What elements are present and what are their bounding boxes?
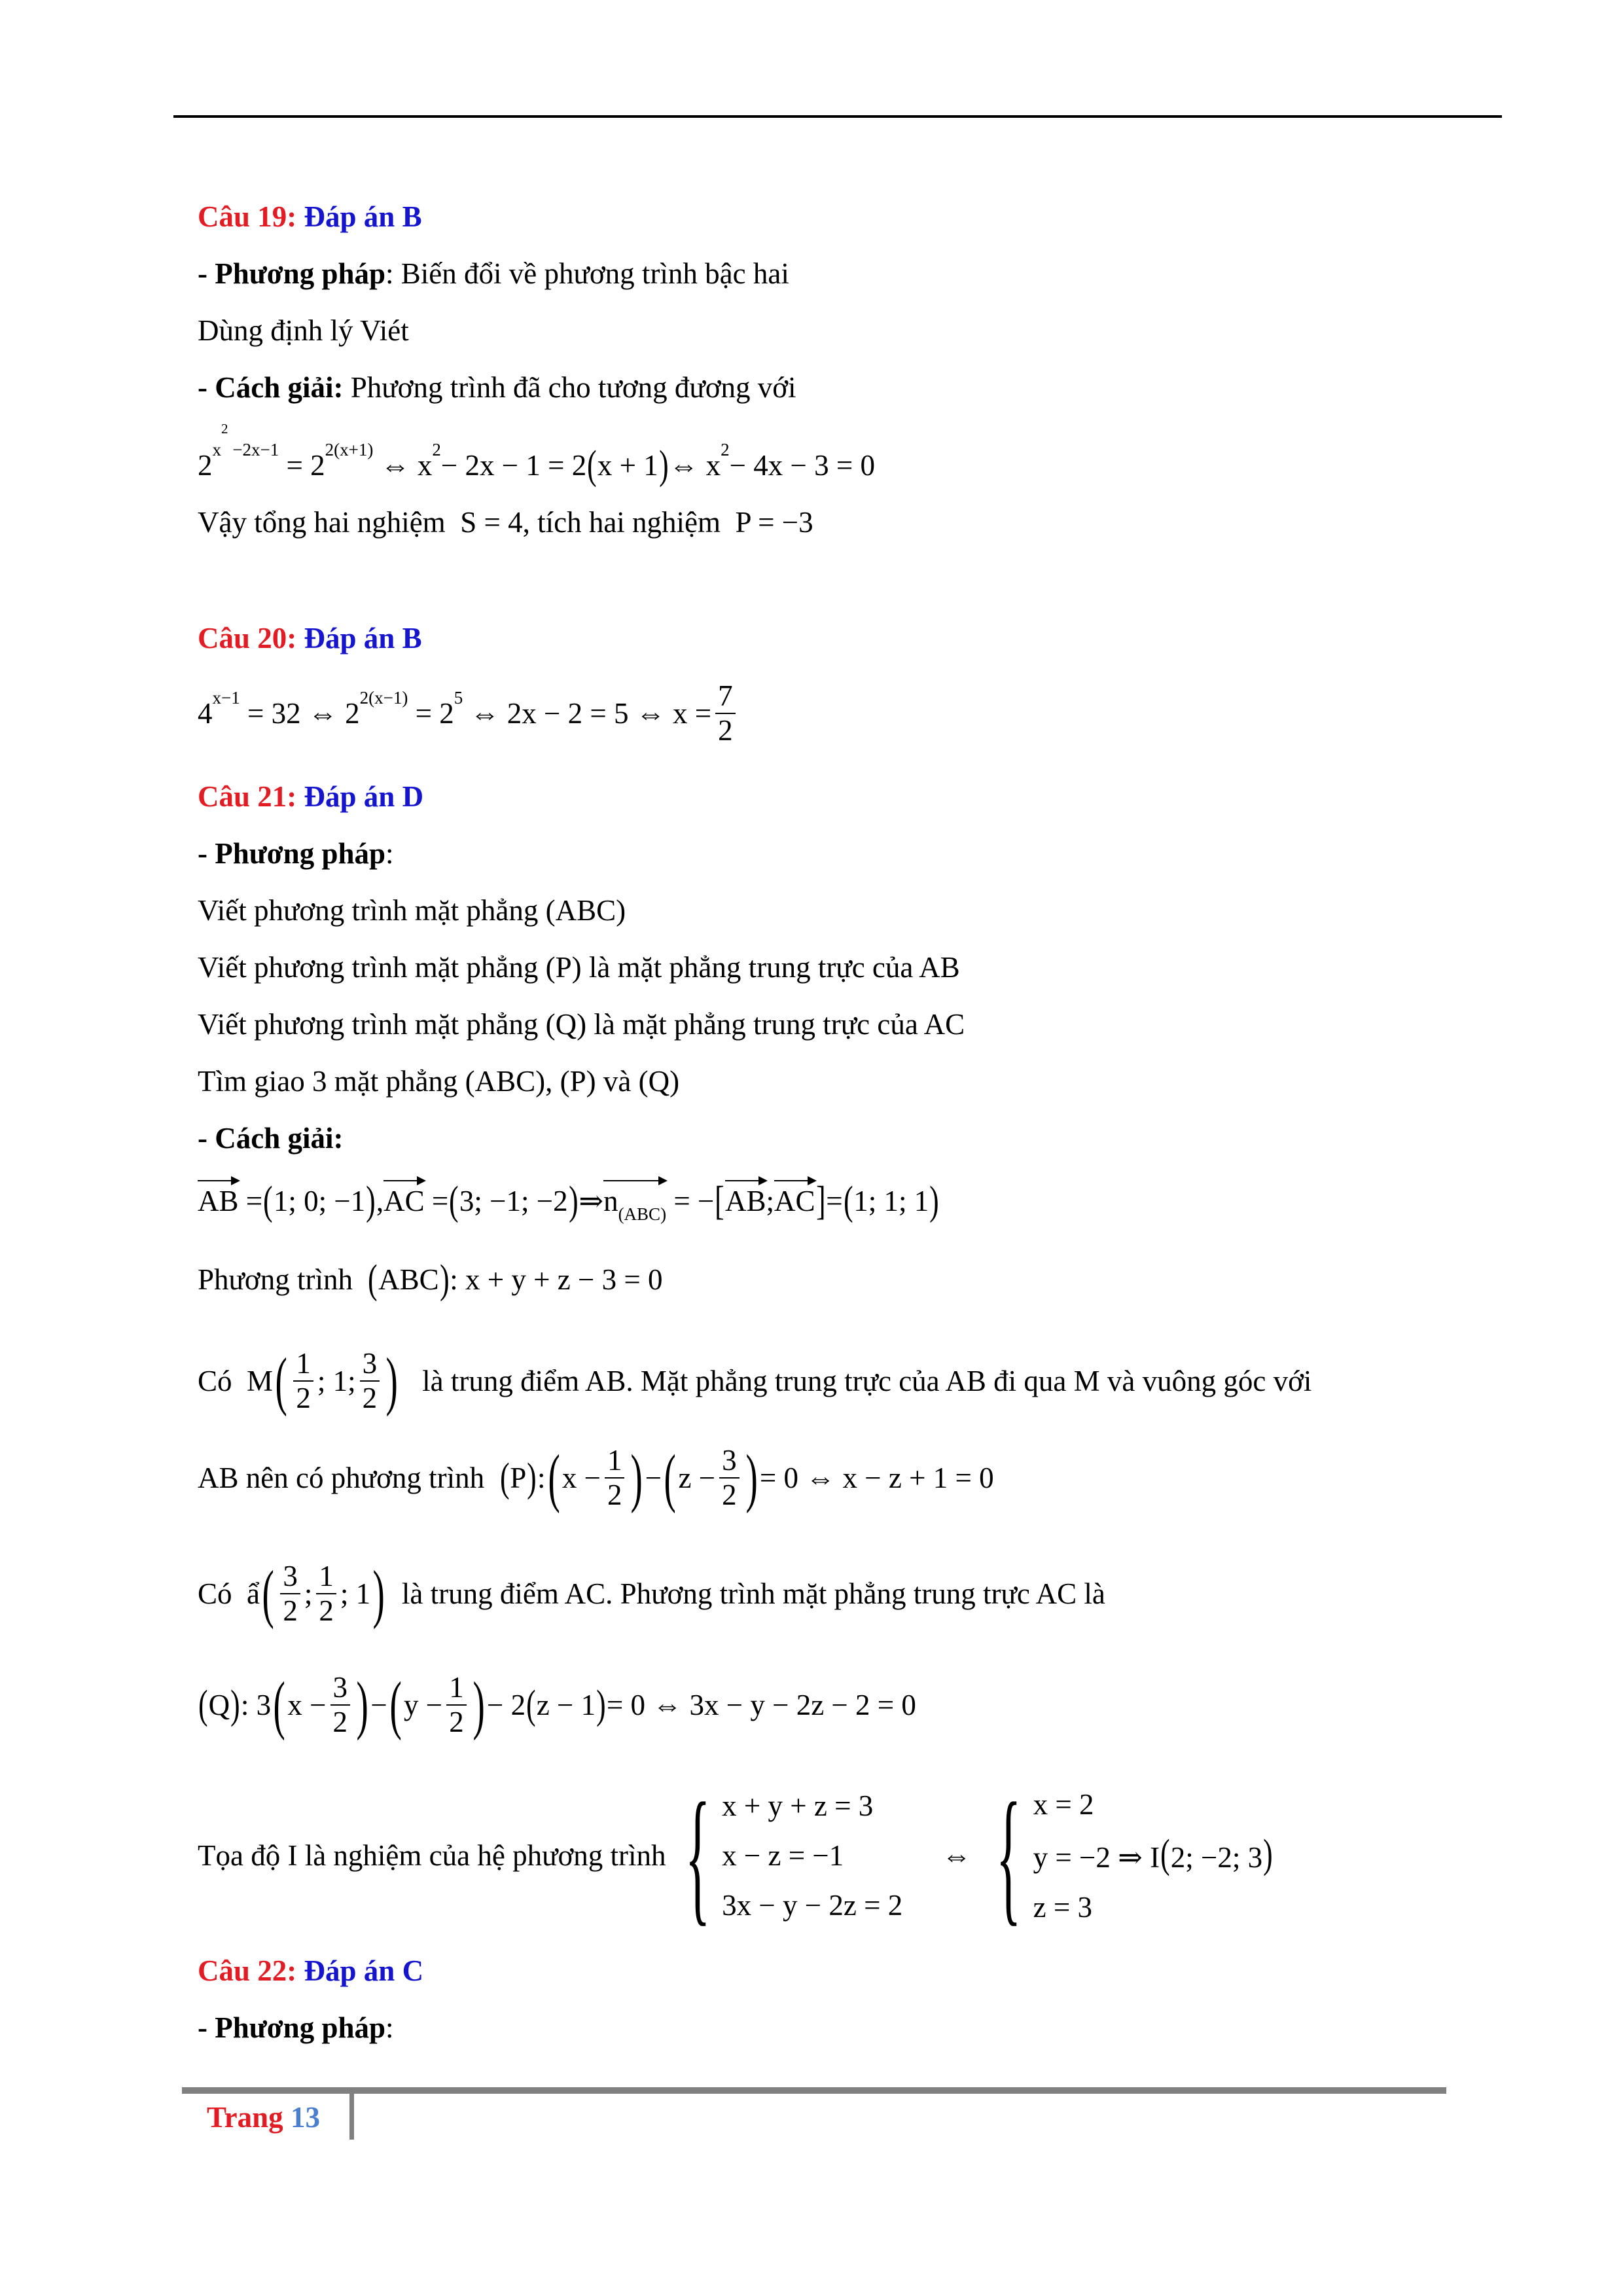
q21-plane-Q: ( Q ) : 3 ( x − $\frac{3}{2}$ ) − ( y − $\frac{1}{2}$ ) − 2 ( z − 1 ) = 0 ⇔ 3x − y − 2z − 2 = 0 xyxy=(198,1668,916,1741)
q22-method xyxy=(198,2013,394,2043)
q20-equation: 4 x−1 = 32 ⇔ 2 2(x−1) = 2 5 ⇔ 2x − 2 = 5 ⇔ x = $\frac{7}{2}$ xyxy=(198,674,740,753)
q21-system-prefix: Tọa độ I là nghiệm của hệ phương trình xyxy=(198,1839,666,1872)
q21-heading xyxy=(198,782,423,812)
q21-co-1: Có xyxy=(198,1364,232,1397)
q19-method-label: - Phương pháp xyxy=(198,257,386,290)
q19-equation: 2 $x^2 -2x-1$ = 2 2(x+1) ⇔ x 2 − 2x − 1 = 2 ( x + 1 ) ⇔ x 2 − 4x − 3 = 0 xyxy=(198,420,876,488)
q19-answer: Đáp án B xyxy=(304,200,422,233)
q19-heading xyxy=(198,202,422,232)
q19-result-P: P = −3 xyxy=(735,506,813,539)
footer-rule xyxy=(182,2087,1446,2094)
q21-label: Câu 21: xyxy=(198,780,297,813)
q22-method-colon: : xyxy=(385,2011,394,2044)
q22-answer: Đáp án C xyxy=(304,1954,424,1987)
q20-answer: Đáp án B xyxy=(304,622,422,655)
q19-solution-label: - Cách giải: xyxy=(198,371,344,404)
q21-step-2: Viết phương trình mặt phẳng (P) là mặt phẳng trung trực của AB xyxy=(198,951,960,984)
q21-midpoint-M: Có M ( $\frac{1}{2}$ ; 1; $\frac{3}{2}$ ) là trung điểm AB. Mặt phẳng trung trực của AB đi qua M và vuông góc với xyxy=(198,1344,1312,1417)
q21-plane-abc: Phương trình ( ABC ) : x + y + z − 3 = 0 xyxy=(198,1257,663,1302)
q21-midpoint-N: Có ẩ ( $\frac{3}{2}$ ; $\frac{1}{2}$ ; 1 ) là trung điểm AC. Phương trình mặt phẳng trung trực AC là xyxy=(198,1557,1105,1630)
q21-method-colon: : xyxy=(385,837,394,870)
q21-plane-eq: : x + y + z − 3 = 0 xyxy=(450,1263,663,1296)
q22-heading xyxy=(198,1956,423,1986)
q22-label: Câu 22: xyxy=(198,1954,297,1987)
q21-step-1: Viết phương trình mặt phẳng (ABC) xyxy=(198,894,626,927)
q21-answer: Đáp án D xyxy=(304,780,424,813)
q21-solution-label: - Cách giải: xyxy=(198,1122,344,1155)
q19-result-mid: , tích hai nghiệm xyxy=(522,506,721,539)
q21-method-label: - Phương pháp xyxy=(198,837,386,870)
footer-divider xyxy=(349,2094,354,2140)
q21-co-2: Có xyxy=(198,1577,232,1610)
q21-plane-prefix: Phương trình xyxy=(198,1263,353,1296)
q19-result xyxy=(198,508,813,537)
q21-N-text: là trung điểm AC. Phương trình mặt phẳng trung trực AC là xyxy=(401,1577,1105,1610)
q21-AB-text: AB nên có phương trình xyxy=(198,1461,485,1494)
page-word: Trang xyxy=(207,2101,283,2134)
q19-method-text: : Biến đổi về phương trình bậc hai xyxy=(385,257,789,290)
q21-N-symbol: ẩ xyxy=(247,1577,260,1610)
q21-method xyxy=(198,839,394,869)
q19-result-prefix: Vậy tổng hai nghiệm xyxy=(198,506,446,539)
q22-method-label: - Phương pháp xyxy=(198,2011,386,2044)
q20-heading xyxy=(198,624,422,653)
page-number xyxy=(207,2100,320,2134)
q20-label: Câu 20: xyxy=(198,622,297,655)
q19-label: Câu 19: xyxy=(198,200,297,233)
page-num: 13 xyxy=(290,2101,320,2134)
q21-step-4: Tìm giao 3 mặt phẳng (ABC), (P) và (Q) xyxy=(198,1065,680,1098)
q19-solution xyxy=(198,373,796,403)
q21-system: Tọa độ I là nghiệm của hệ phương trình { x + y + z = 3 x − z = −1 3x − y − 2z = 2 ⇔ { x = 2 y = −2 ⇒ I(2; −2; 3) z = 3 xyxy=(198,1772,1273,1939)
q21-system-right: { x = 2 y = −2 ⇒ I(2; −2; 3) z = 3 xyxy=(996,1772,1273,1939)
q21-vectors: AB = ( 1; 0; −1 ) , AC = ( 3; −1; −2 ) ⇒ $n_{(ABC)}$ = − [ AB ; AC ] = ( 1; 1; 1 ) xyxy=(198,1179,939,1224)
q21-step-3: Viết phương trình mặt phẳng (Q) là mặt phẳng trung trực của AC xyxy=(198,1008,965,1041)
q21-M-text: là trung điểm AB. Mặt phẳng trung trực của AB đi qua M và vuông góc với xyxy=(422,1364,1312,1397)
q19-result-S: S = 4 xyxy=(460,506,523,539)
q21-system-left: { x + y + z = 3 x − z = −1 3x − y − 2z = 2 xyxy=(685,1772,903,1939)
q19-solution-text: Phương trình đã cho tương đương với xyxy=(343,371,796,404)
header-rule xyxy=(173,115,1502,118)
q19-method xyxy=(198,259,789,289)
q19-method-line2: Dùng định lý Viét xyxy=(198,314,409,347)
q21-plane-P: AB nên có phương trình ( P ) : ( x − $\frac{1}{2}$ ) − ( z − $\frac{3}{2}$ ) = 0 ⇔ x − z + 1 = 0 xyxy=(198,1441,994,1514)
